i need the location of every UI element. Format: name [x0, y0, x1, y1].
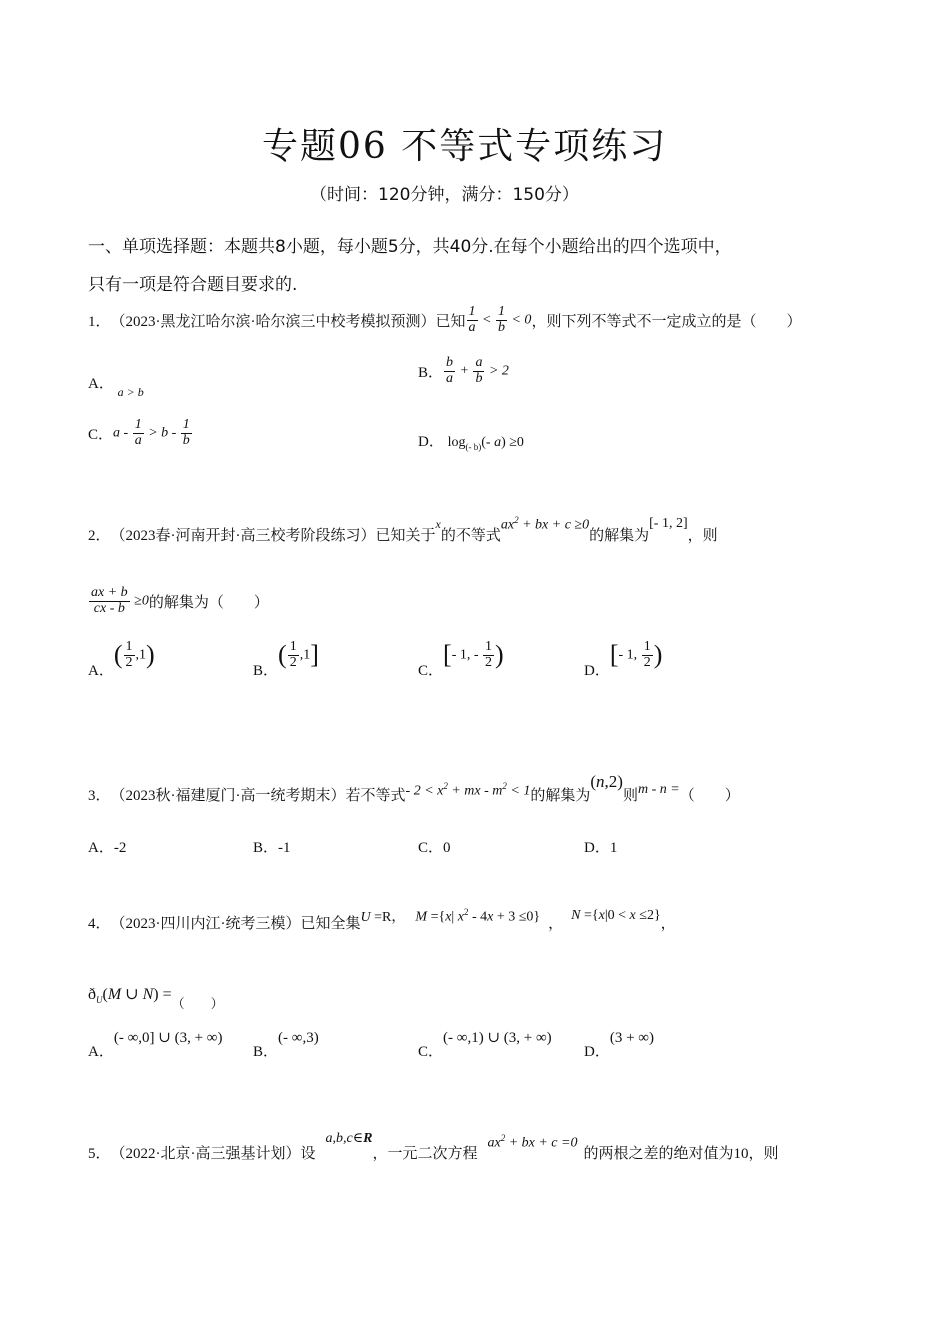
question-text: 若不等式 — [345, 787, 406, 804]
question-text: ，则下列不等式不一定成立的是（ ） — [531, 313, 802, 330]
question-2-line-2 — [88, 586, 269, 616]
math-expression: ( $\frac{1}{2}$ ,1] — [278, 639, 319, 670]
option-b[interactable] — [418, 356, 509, 386]
exam-info: （时间：120分钟，满分：150分） — [310, 185, 579, 205]
question-number: 3． — [88, 787, 111, 804]
option-b[interactable]: B．-1 — [253, 840, 291, 856]
question-text: 的两根之差的绝对值为10，则 — [583, 1145, 779, 1162]
math-expression: $ð_U(M$ ∪ N) = — [88, 986, 172, 1006]
question-source: （2023·四川内江·统考三模） — [110, 915, 301, 932]
option-c[interactable] — [88, 418, 193, 448]
option-b[interactable] — [253, 1030, 319, 1061]
question-text: 的解集为（ ） — [148, 594, 269, 611]
math-expression: [- 1, - $\frac{1}{2}$ ) — [443, 639, 504, 670]
question-4-line-2 — [88, 984, 224, 1012]
math-expression: (- ∞,3) — [278, 1030, 319, 1046]
option-label: D． — [584, 663, 610, 680]
math-expression: (n,2) — [590, 772, 623, 791]
option-label: B． — [253, 663, 279, 680]
math-expression: x — [435, 516, 441, 531]
question-3 — [88, 772, 740, 812]
option-a[interactable] — [88, 639, 155, 680]
question-text: 的解集为 — [589, 527, 650, 544]
math-expression: U =R， — [360, 910, 406, 925]
option-a[interactable] — [88, 372, 144, 399]
question-source: （2023秋·福建厦门·高一统考期末） — [110, 787, 346, 804]
option-d[interactable] — [418, 430, 524, 452]
question-text: 则 — [622, 787, 638, 804]
option-label: C． — [418, 663, 444, 680]
math-expression: $\log_{(- b)}(-$ a) ≥0 — [447, 435, 524, 452]
option-label: B． — [253, 1044, 279, 1060]
math-expression: [- 1, 2] — [649, 516, 688, 531]
option-a[interactable]: A．-2 — [88, 840, 127, 856]
math-expression: a,b,c∈R — [325, 1130, 373, 1146]
option-label: B． — [418, 364, 444, 381]
option-label: D． — [584, 1044, 610, 1060]
question-text: 已知全集 — [300, 915, 361, 932]
option-d[interactable] — [584, 639, 663, 680]
math-expression: ( $\frac{1}{2}$ ,1) — [113, 639, 155, 670]
option-c[interactable] — [418, 639, 504, 680]
section-heading: 一、单项选择题：本题共8小题，每小题5分，共40分.在每个小题给出的四个选项中， — [88, 237, 732, 257]
math-expression: a - $\frac{1}{a}$ > b - $\frac{1}{b}$ — [113, 417, 190, 448]
question-text: （ ） — [679, 787, 740, 804]
math-expression: $ax^2$ + bx + c ≥0 — [500, 514, 590, 533]
option-label: A． — [88, 376, 114, 392]
math-expression: $ax^2$ + bx + c =0 — [487, 1132, 578, 1151]
question-text: 设 — [300, 1145, 316, 1162]
math-expression: m - n = — [637, 782, 680, 797]
question-text: 已知 — [435, 313, 466, 330]
question-source: （2022·北京·高三强基计划） — [110, 1145, 301, 1162]
math-expression: - $2 < x^2$ + mx - $m^2 < 1$ — [405, 780, 531, 799]
math-expression: $\frac{1}{a}$ < $\frac{1}{b}$ < 0 — [468, 303, 532, 335]
page-title: 专题06 不等式专项练习 — [262, 126, 668, 167]
question-number: 1． — [88, 313, 111, 330]
math-expression: $\frac{ax + b}{cx - b}$ ≥0 — [91, 585, 149, 616]
section-heading-cont: 只有一项是符合题目要求的. — [88, 275, 298, 295]
option-d[interactable]: D．1 — [584, 840, 618, 856]
math-expression: [- 1, $\frac{1}{2}$ ) — [609, 639, 663, 670]
question-text: 已知关于 — [375, 527, 436, 544]
question-5 — [88, 1132, 779, 1172]
math-expression: N ={x|0 < x ≤2} — [571, 908, 661, 923]
option-label: C． — [418, 1044, 444, 1060]
math-expression: (3 + ∞) — [609, 1030, 654, 1046]
question-text: ，一元二次方程 — [372, 1145, 478, 1162]
math-expression: (- ∞,1) ∪ (3, + ∞) — [443, 1030, 552, 1046]
option-d[interactable] — [584, 1030, 654, 1061]
question-2 — [88, 516, 718, 552]
option-a[interactable] — [88, 1030, 223, 1061]
option-label: D． — [418, 434, 444, 450]
option-b[interactable] — [253, 639, 319, 680]
question-text: ， — [660, 915, 676, 932]
question-source: （2023·黑龙江哈尔滨·哈尔滨三中校考模拟预测） — [110, 313, 436, 330]
question-text: 的不等式 — [440, 527, 501, 544]
question-number: 2． — [88, 527, 111, 544]
option-label: A． — [88, 663, 114, 680]
question-1 — [88, 300, 801, 340]
option-label: C． — [88, 426, 114, 443]
question-number: 4． — [88, 915, 111, 932]
question-number: 5． — [88, 1145, 111, 1162]
question-source: （2023春·河南开封·高三校考阶段练习） — [110, 527, 376, 544]
question-text: 的解集为 — [530, 787, 591, 804]
math-expression: $\frac{b}{a}$ + $\frac{a}{b}$ > 2 — [446, 355, 509, 386]
question-text: （ ） — [171, 996, 224, 1012]
option-label: A． — [88, 1044, 114, 1060]
question-text: ，则 — [687, 527, 718, 544]
question-4: 4． （2023·四川内江·统考三模） 已知全集 U =R， M ={x| $x^2 - 4x + 3 \le 0$} ， N ={x|0 < x ≤2} ， — [88, 906, 676, 932]
math-expression: (- ∞,0] ∪ (3, + ∞) — [113, 1030, 223, 1046]
math-expression: a > b — [117, 385, 144, 399]
math-expression: M ={x| $x^2 - 4x + 3 \le 0$} — [415, 906, 541, 925]
option-c[interactable] — [418, 1030, 552, 1061]
option-c[interactable]: C．0 — [418, 840, 451, 856]
